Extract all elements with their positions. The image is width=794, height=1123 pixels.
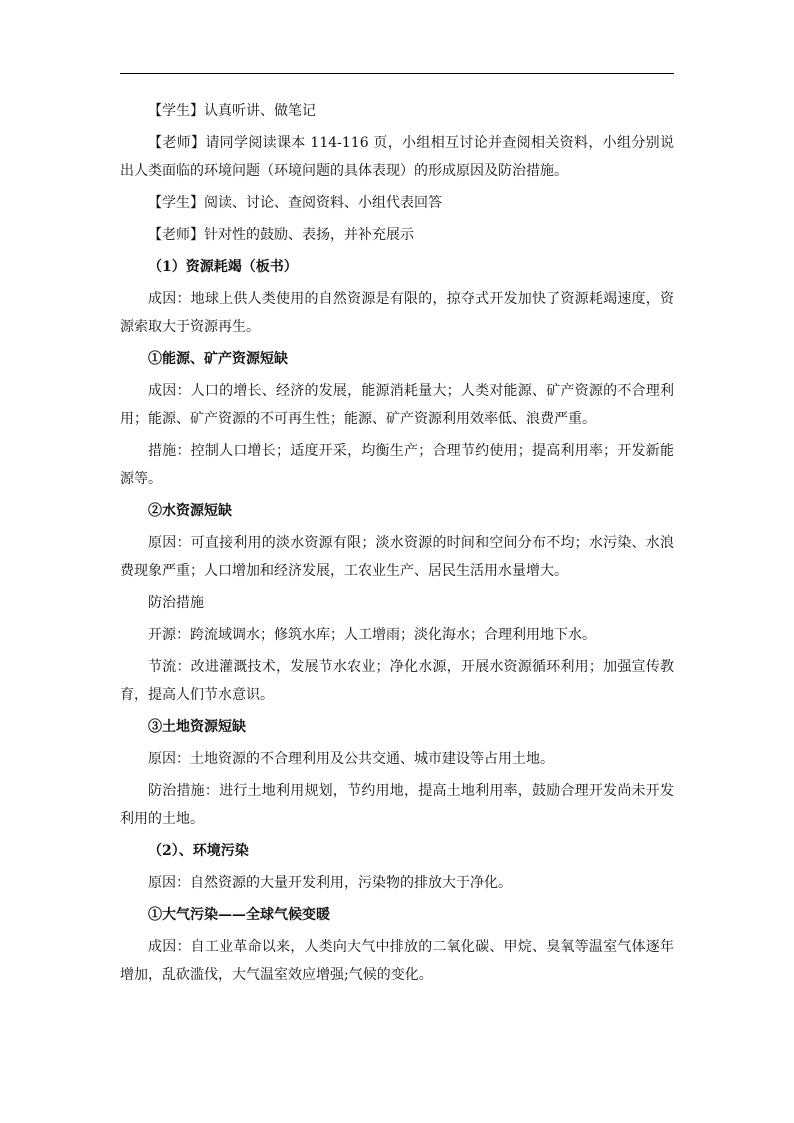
paragraph: 成因：自工业革命以来，人类向大气中排放的二氧化碳、甲烷、臭氧等温室气体逐年增加，乱砍滥伐，大气温室效应增强;气候的变化。: [120, 939, 674, 983]
paragraph: 原因：土地资源的不合理利用及公共交通、城市建设等占用土地。: [148, 751, 554, 767]
subsection-heading: ③土地资源短缺: [148, 719, 246, 735]
paragraph: 【学生】认真听讲、做笔记: [148, 103, 316, 119]
header-rule: [120, 73, 674, 74]
paragraph: 【老师】针对性的鼓励、表扬，并补充展示: [148, 227, 414, 243]
subsection-heading: ①能源、矿产资源短缺: [148, 351, 288, 367]
paragraph: 防治措施: [148, 595, 204, 611]
section-heading: （1）资源耗竭（板书）: [148, 259, 298, 275]
paragraph: 防治措施：进行土地利用规划，节约用地，提高土地利用率，鼓励合理开发尚未开发利用的土地。: [120, 783, 674, 827]
paragraph: 措施：控制人口增长；适度开采，均衡生产；合理节约使用；提高利用率；开发新能源等。: [120, 443, 674, 487]
paragraph: 成因：地球上供人类使用的自然资源是有限的，掠夺式开发加快了资源耗竭速度，资源索取大于资源再生。: [120, 291, 674, 335]
subsection-heading: ②水资源短缺: [148, 503, 232, 519]
paragraph: 【学生】阅读、讨论、查阅资料、小组代表回答: [148, 195, 442, 211]
paragraph: 节流：改进灌溉技术，发展节水农业；净化水源，开展水资源循环利用；加强宣传教育，提高人们节水意识。: [120, 659, 674, 703]
section-heading: （2）、环境污染: [148, 843, 249, 859]
paragraph: 【老师】请同学阅读课本 114-116 页，小组相互讨论并查阅相关资料，小组分别说出人类面临的环境问题（环境问题的具体表现）的形成原因及防治措施。: [120, 135, 674, 179]
paragraph: 开源：跨流域调水；修筑水库；人工增雨；淡化海水；合理利用地下水。: [148, 627, 596, 643]
paragraph: 原因：自然资源的大量开发利用，污染物的排放大于净化。: [148, 875, 512, 891]
paragraph: 原因：可直接利用的淡水资源有限；淡水资源的时间和空间分布不均；水污染、水浪费现象严重；人口增加和经济发展，工农业生产、居民生活用水量增大。: [120, 535, 674, 579]
subsection-heading: ①大气污染——全球气候变暖: [148, 907, 330, 923]
document-body: [120, 97, 674, 993]
paragraph: 成因：人口的增长、经济的发展，能源消耗量大；人类对能源、矿产资源的不合理利用；能源、矿产资源的不可再生性；能源、矿产资源利用效率低、浪费严重。: [120, 383, 674, 427]
